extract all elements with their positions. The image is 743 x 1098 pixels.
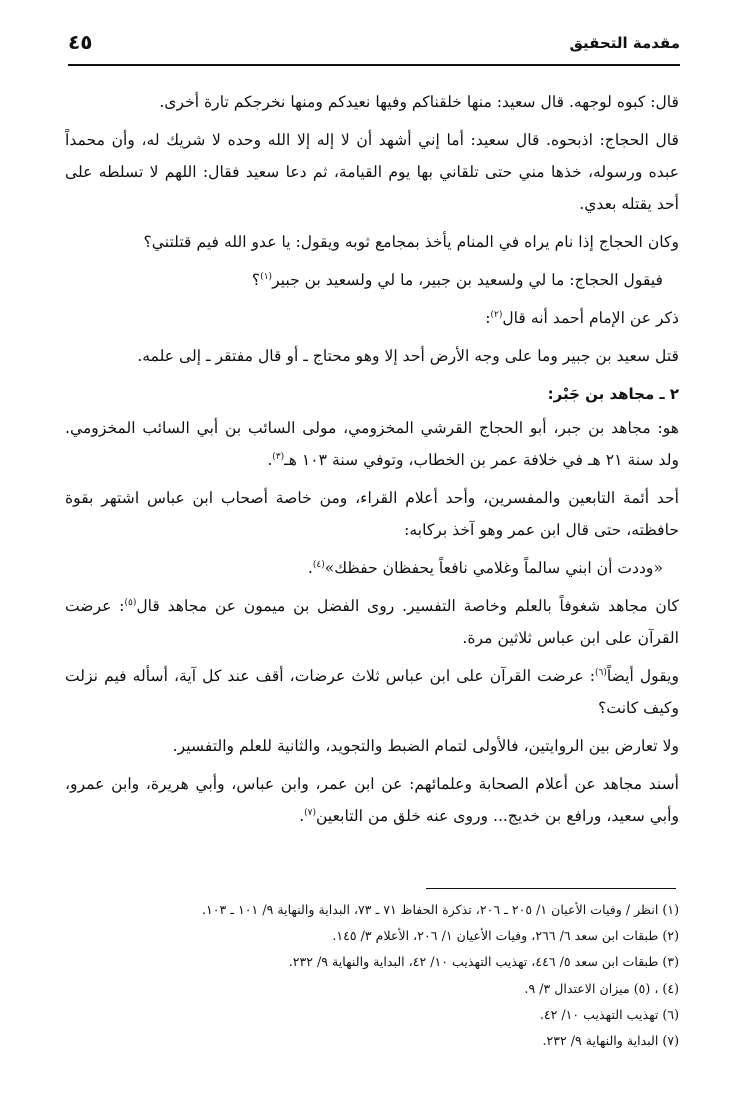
- paragraph-end: ؟: [251, 271, 261, 289]
- paragraph-text: «وددت أن ابني سالماً وغلامي نافعاً يحفظان حفظك»: [324, 559, 663, 577]
- paragraph: [65, 660, 679, 724]
- paragraph: قال الحجاج: اذبحوه. قال سعيد: أما إني أشهد أن لا إله إلا الله وحده لا شريك له، وأن محمداً عبده ورسوله، خذها مني حتى تلقاني بها يوم القيامة، ثم دعا سعيد فقال: اللهم لا تسلطه على أحد يقتله بعدي.: [65, 131, 679, 213]
- paragraph: ولا تعارض بين الروايتين، فالأولى لتمام الضبط والتجويد، والثانية للعلم والتفسير.: [172, 737, 679, 755]
- running-header: [68, 28, 680, 66]
- footnote: (٦) تهذيب التهذيب ١٠/ ٤٢.: [539, 1006, 679, 1022]
- footnote: (١) انظر / وفيات الأعيان ١/ ٢٠٥ ـ ٢٠٦، تذكرة الحفاظ ٧١ ـ ٧٣، البداية والنهاية ٩/ ١٠١ ـ ١٠٣.: [202, 902, 679, 917]
- footnote: (٢) طبقات ابن سعد ٦/ ٢٦٦، وفيات الأعيان ١/ ٢٠٦، الأعلام ٣/ ١٤٥.: [332, 928, 679, 944]
- paragraph: [65, 768, 679, 832]
- footnote-ref: (٥): [124, 597, 137, 608]
- footnote-ref: (٧): [304, 807, 317, 818]
- paragraph-text: : عرضت القرآن على ابن عباس ثلاثين مرة.: [65, 597, 679, 647]
- section-heading: ٢ ـ مجاهد بن جَبْر:: [547, 385, 679, 403]
- footnotes: [65, 897, 679, 1054]
- footnote: (٤) ، (٥) ميزان الاعتدال ٣/ ٩.: [524, 980, 679, 996]
- footnote-ref: (١): [260, 271, 273, 282]
- paragraph-text: أسند مجاهد عن أعلام الصحابة وعلمائهم: عن ابن عمر، وابن عباس، وأبي هريرة، وابن عمرو، وأبي سعيد، ورافع بن خديج... وروى عنه خلق من التابعين: [65, 775, 679, 825]
- header-title: مقدمة التحقيق: [569, 34, 680, 52]
- footnote-ref: (٤): [312, 559, 325, 570]
- paragraph-text: كان مجاهد شغوفاً بالعلم وخاصة التفسير. روى الفضل بن ميمون عن مجاهد قال: [136, 597, 679, 615]
- paragraph: قتل سعيد بن جبير وما على وجه الأرض أحد إلا وهو محتاج ـ أو قال مفتقر ـ إلى علمه.: [137, 347, 679, 365]
- footnote-separator: [426, 888, 676, 889]
- paragraph: [65, 412, 679, 476]
- footnote-ref: (٢): [490, 309, 503, 320]
- main-text: [65, 86, 679, 838]
- paragraph-text: ذكر عن الإمام أحمد أنه قال: [502, 309, 679, 327]
- paragraph: [65, 264, 679, 296]
- paragraph-text: ويقول أيضاً: [606, 667, 679, 685]
- footnote-ref: (٣): [272, 451, 285, 462]
- paragraph-end: :: [485, 309, 491, 327]
- page-number: ٤٥: [68, 30, 93, 54]
- footnote: (٣) طبقات ابن سعد ٥/ ٤٤٦، تهذيب التهذيب ١٠/ ٤٢، البداية والنهاية ٩/ ٢٣٢.: [288, 954, 679, 970]
- paragraph: أحد أئمة التابعين والمفسرين، وأحد أعلام القراء، ومن خاصة أصحاب ابن عباس اشتهر بقوة حافظته، حتى قال ابن عمر وهو آخذ بركابه:: [65, 489, 679, 539]
- paragraph-text: هو: مجاهد بن جبر، أبو الحجاج القرشي المخزومي، مولى السائب بن أبي السائب المخزومي. ولد سنة ٢١ هـ في خلافة عمر بن الخطاب، وتوفي سنة ١٠٣ هـ: [65, 419, 679, 469]
- paragraph: وكان الحجاج إذا نام يراه في المنام يأخذ بمجامع ثوبه ويقول: يا عدو الله فيم قتلتني؟: [143, 233, 679, 251]
- paragraph-end: .: [267, 451, 273, 469]
- paragraph: [65, 302, 679, 334]
- paragraph-end: .: [307, 559, 313, 577]
- footnote: (٧) البداية والنهاية ٩/ ٢٣٢.: [542, 1033, 679, 1049]
- paragraph: [65, 590, 679, 654]
- paragraph-text: فيقول الحجاج: ما لي ولسعيد بن جبير، ما لي ولسعيد بن جبير: [272, 271, 663, 289]
- footnote-ref: (٦): [594, 667, 607, 678]
- paragraph: قال: كبوه لوجهه. قال سعيد: منها خلقناكم وفيها نعيدكم ومنها نخرجكم تارة أخرى.: [159, 93, 679, 111]
- paragraph-text: : عرضت القرآن على ابن عباس ثلاث عرضات، أقف عند كل آية، أسأله فيم نزلت وكيف كانت؟: [65, 667, 679, 717]
- quote-paragraph: [65, 552, 679, 584]
- paragraph-end: .: [299, 807, 305, 825]
